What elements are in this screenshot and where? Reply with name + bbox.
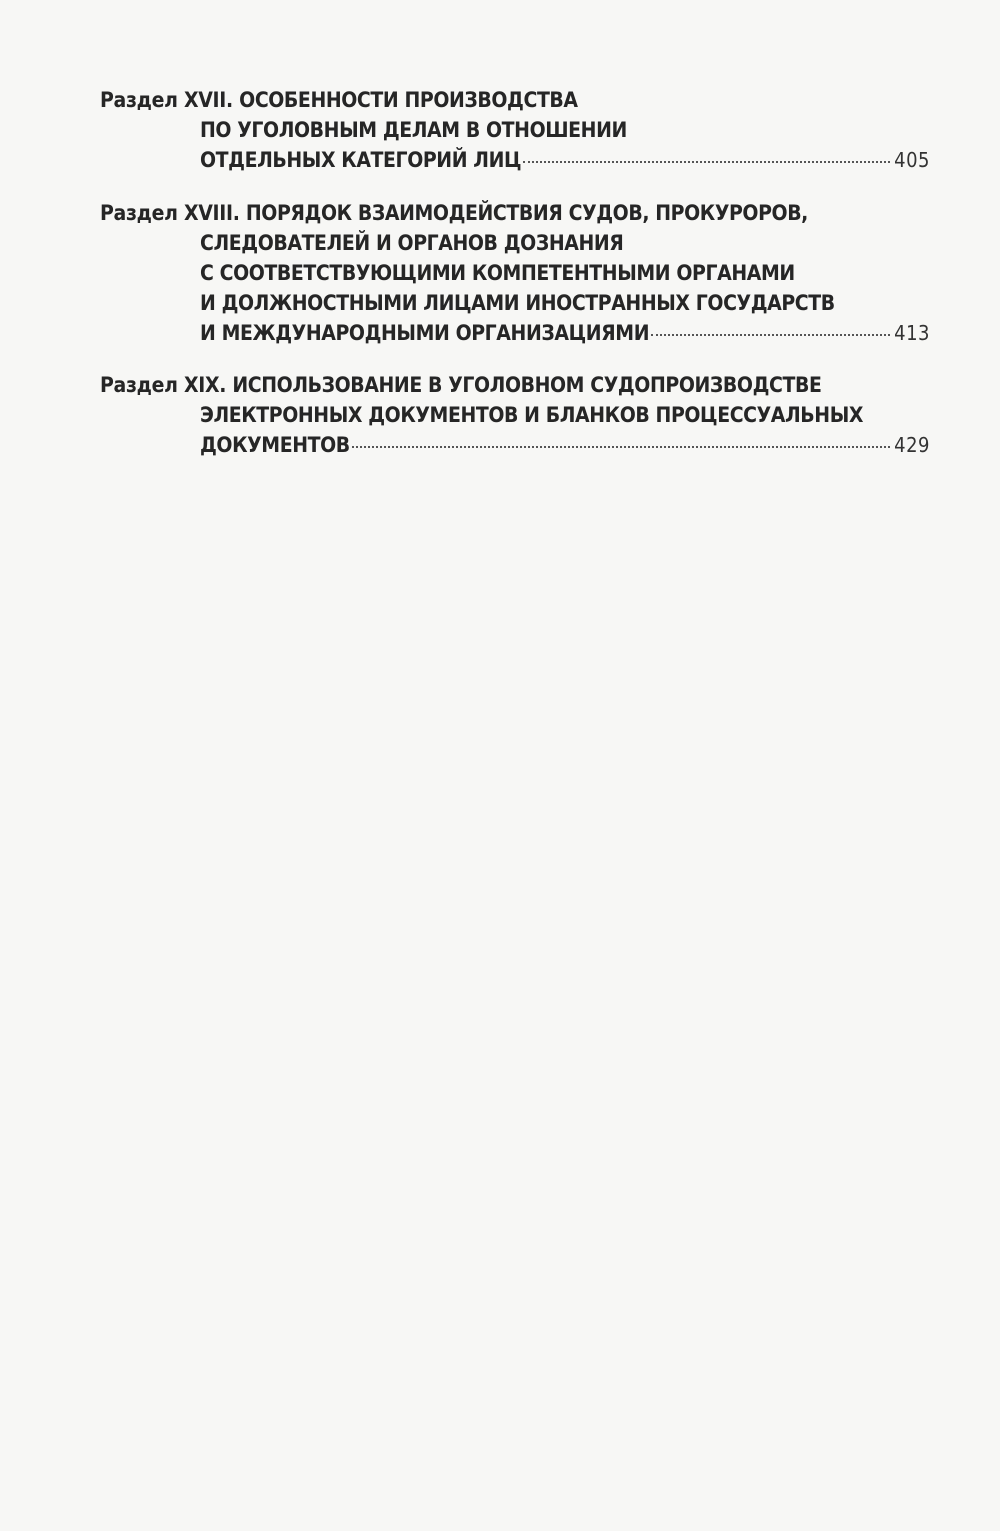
section-title-line: И МЕЖДУНАРОДНЫМИ ОРГАНИЗАЦИЯМИ [200,321,650,345]
toc-entry[interactable] [100,85,930,175]
section-title-line: ЭЛЕКТРОННЫХ ДОКУМЕНТОВ И БЛАНКОВ ПРОЦЕССУАЛЬНЫХ [200,403,864,427]
toc-entry-last-line [100,318,930,348]
toc-entry-last-line [100,430,930,460]
section-prefix: Раздел XVII. [100,88,240,112]
toc-entry-continuation-line [100,228,930,258]
toc-entry-first-line [100,198,930,228]
page-number[interactable]: 413 [894,321,930,345]
toc-entry-continuation-line [100,115,930,145]
section-title-line: ОТДЕЛЬНЫХ КАТЕГОРИЙ ЛИЦ [200,148,522,172]
page-number[interactable]: 429 [894,433,930,457]
section-title-line: И ДОЛЖНОСТНЫМИ ЛИЦАМИ ИНОСТРАННЫХ ГОСУДАРСТВ [200,291,835,315]
section-prefix: Раздел XVIII. [100,201,246,225]
section-title-line: ОСОБЕННОСТИ ПРОИЗВОДСТВА [239,88,578,112]
section-title-line: СЛЕДОВАТЕЛЕЙ И ОРГАНОВ ДОЗНАНИЯ [200,231,624,255]
dot-leader [523,161,890,163]
section-title-line: ДОКУМЕНТОВ [200,433,350,457]
toc-entry[interactable] [100,198,930,348]
toc-entry-last-line [100,145,930,175]
section-title-line: ПОРЯДОК ВЗАИМОДЕЙСТВИЯ СУДОВ, ПРОКУРОРОВ, [245,201,808,225]
section-title-line: ИСПОЛЬЗОВАНИЕ В УГОЛОВНОМ СУДОПРОИЗВОДСТВЕ [232,373,822,397]
toc-entry[interactable] [100,370,930,460]
toc-entry-first-line [100,370,930,400]
dot-leader [651,334,890,336]
toc-entry-first-line [100,85,930,115]
page-number[interactable]: 405 [894,148,930,172]
section-prefix: Раздел XIX. [100,373,233,397]
toc-entry-continuation-line [100,400,930,430]
dot-leader [352,446,890,448]
toc-entry-continuation-line [100,258,930,288]
section-title-line: ПО УГОЛОВНЫМ ДЕЛАМ В ОТНОШЕНИИ [200,118,627,142]
section-title-line: С СООТВЕТСТВУЮЩИМИ КОМПЕТЕНТНЫМИ ОРГАНАМИ [200,261,795,285]
toc-entry-continuation-line [100,288,930,318]
